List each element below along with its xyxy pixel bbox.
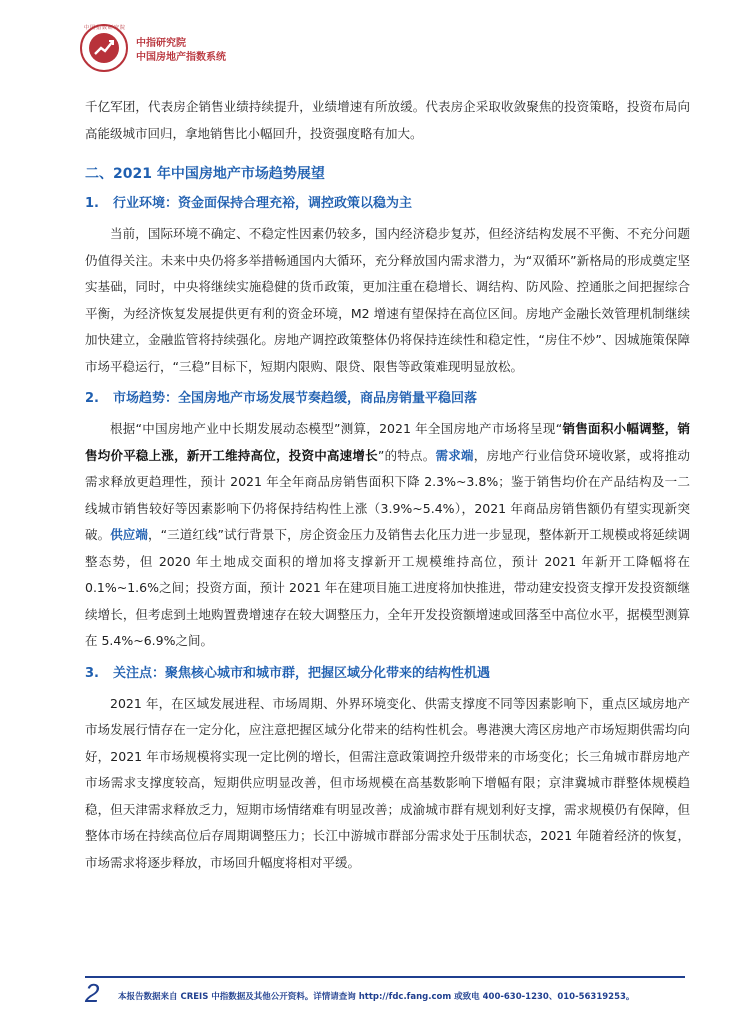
- footer-divider: [85, 976, 685, 978]
- text-run: ”的特点。: [377, 447, 436, 463]
- demand-side-label: 需求端: [435, 447, 474, 463]
- page-header: [0, 0, 754, 80]
- page-number: 2: [85, 978, 100, 1008]
- subsection-heading-2: [85, 388, 690, 410]
- text-run: 根据“中国房地产业中长期发展动态模型”测算，2021 年全国房地产市场将呈现“: [110, 421, 563, 436]
- supply-side-label: 供应端: [110, 527, 148, 542]
- section-heading: 二、2021 年中国房地产市场趋势展望: [85, 166, 325, 182]
- paragraph-market-trend: [85, 416, 690, 655]
- emphasis-text: 销售面积小幅调整，销售均价平稳上涨，新开工维持高位，投资中高速增长: [85, 421, 690, 463]
- paragraph-industry-environment: 当前，国际环境不确定、不稳定性因素仍较多，国内经济稳步复苏，但经济结构发展不平衡、不充分问题仍值得关注。未来中央仍将多举措畅通国内大循环，充分释放国内需求潜力，为“双循环”新格局的形成奠定坚实基础，同时，中央将继续实施稳健的货币政策，更加注重在稳增长、调结构、防风险、控通胀之间把握综合平衡，为经济恢复发展提供更有利的资金环境，M2 增速有望保持在高位区间。房地产金融长效管理机制继续加快建立，金融监管将持续强化。房地产调控政策整体仍将保持连续性和稳定性，“房住不炒”、因城施策保障市场平稳运行，“三稳”目标下，短期内限购、限贷、限售等政策难现明显放松。: [85, 226, 690, 374]
- logo-chart-icon: [89, 33, 119, 63]
- logo-ring-text: 中国指数研究院: [84, 25, 127, 31]
- company-logo: [80, 24, 128, 72]
- subsection-title: 市场趋势：全国房地产市场发展节奏趋缓，商品房销量平稳回落: [113, 391, 478, 406]
- brand-subname: 中国房地产指数系统: [136, 52, 226, 63]
- subsection-title: 关注点：聚焦核心城市和城市群，把握区域分化带来的结构性机遇: [113, 665, 491, 681]
- subsection-heading-3: [85, 663, 690, 685]
- subsection-number: 2.: [85, 391, 99, 406]
- paragraph-focus-points: 2021 年，在区域发展进程、市场周期、外界环境变化、供需支撑度不同等因素影响下，重点区域房地产市场发展行情存在一定分化，应注意把握区域分化带来的结构性机会。粤港澳大湾区房地产市场短期供需均向好，2021 年市场规模将实现一定比例的增长，但需注意政策调控升级带来的市场变化；长三角城市群房地产市场需求支撑度较高，短期供应明显改善，但市场规模在高基数影响下增幅有限；京津冀城市群整体规模趋稳，但天津需求释放乏力，短期市场情绪难有明显改善；成渝城市群有规划利好支撑，需求规模仍有保障，但整体市场在持续高位后存周期调整压力；长江中游城市群部分需求处于压制状态，2021 年随着经济的恢复，市场需求将逐步释放，市场回升幅度将相对平缓。: [85, 695, 690, 870]
- document-body: [85, 94, 690, 876]
- intro-paragraph: 千亿军团，代表房企销售业绩持续提升，业绩增速有所放缓。代表房企采取收敛聚焦的投资策略，投资布局向高能级城市回归，拿地销售比小幅回升，投资强度略有加大。: [85, 99, 690, 141]
- subsection-title: 行业环境：资金面保持合理充裕，调控政策以稳为主: [113, 196, 413, 211]
- text-run: ，房地产行业信贷环境收紧，或将推动需求释放更趋理性，预计 2021 年全年商品房销售面积下降 2.3%~3.8%；鉴于销售均价在产品结构及一二线城市销售较好等因素影响下仍将保持结构性上涨（3.9%~5.4%），2021 年商品房销售额仍有望实现新突破。: [85, 447, 690, 542]
- subsection-number: 3.: [85, 665, 99, 681]
- subsection-heading-1: [85, 193, 690, 215]
- footer-source-note: 本报告数据来自 CREIS 中指数据及其他公开资料。详情请查询 http://fdc.fang.com 或致电 400-630-1230、010-56319253。: [118, 992, 635, 1002]
- subsection-number: 1.: [85, 196, 99, 211]
- text-run: ，“三道红线”试行背景下，房企资金压力及销售去化压力进一步显现，整体新开工规模或将延续调整态势，但 2020 年土地成交面积的增加将支撑新开工规模维持高位，预计 2021 年新开工降幅将在 0.1%~1.6%之间；投资方面，预计 2021 年在建项目施工进度将加快推进，带动建安投资支撑开发投资额继续增长，但考虑到土地购置费增速存在较大调整压力，全年开发投资额增速或回落至中高位水平，据模型测算在 5.4%~6.9%之间。: [85, 527, 690, 648]
- brand-name: 中指研究院: [136, 38, 186, 49]
- logo-emblem: [89, 33, 119, 63]
